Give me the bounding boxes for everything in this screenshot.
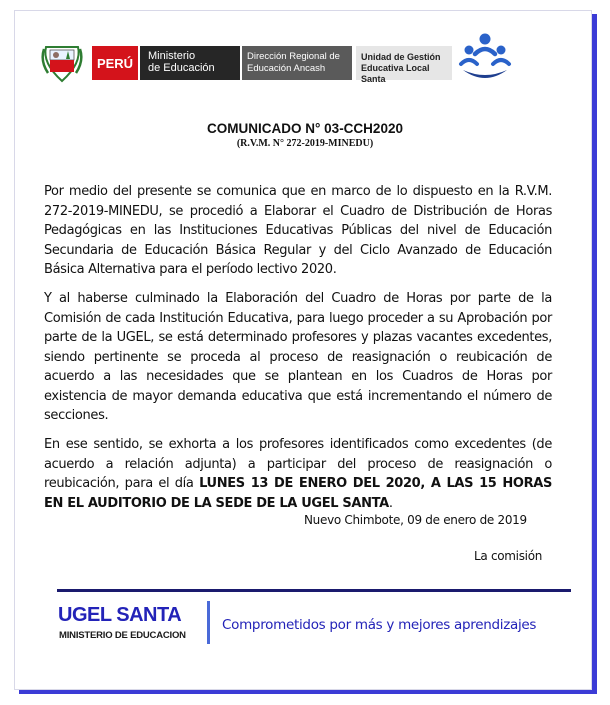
ugel-logo-line2: Educativa Local Santa: [361, 63, 430, 84]
ugel-logo-line1: Unidad de Gestión: [361, 52, 441, 62]
ugel-logo-box: [356, 46, 452, 84]
regional-logo-line2: Educación Ancash: [247, 63, 326, 74]
paragraph-3: [44, 435, 552, 513]
notice-title: COMUNICADO N° 03-CCH2020: [207, 121, 403, 136]
ministry-logo-line2: de Educación: [148, 62, 215, 74]
notice-body: [44, 182, 552, 523]
footer-divider: [57, 589, 571, 592]
regional-logo-line1: Dirección Regional de: [247, 51, 340, 62]
regional-directorate-logo: [242, 46, 352, 80]
notice-subtitle: (R.V.M. N° 272-2019-MINEDU): [236, 138, 374, 149]
paragraph-3-end: .: [388, 495, 393, 511]
header-logos: [40, 38, 510, 90]
footer-organization-subtitle: MINISTERIO DE EDUCACION: [59, 630, 186, 641]
paragraph-3-start: En ese sentido, se exhorta a los profesores identificados como excedentes (de acuerdo a relación adjunta) a participar del proceso de reasignación o reubicación, para el día: [44, 437, 552, 491]
peru-logo-label: PERÚ: [92, 46, 138, 80]
paragraph-3-highlight: LUNES 13 DE ENERO DEL 2020, A LAS 15 HORAS EN EL AUDITORIO DE LA SEDE DE LA UGEL SANTA: [44, 476, 552, 511]
paragraph-1: Por medio del presente se comunica que en marco de lo dispuesto en la R.V.M. 272-2019-MINEDU, se procedió a Elaborar el Cuadro de Distribución de Horas Pedagógicas en las Instituciones Educativas Públicas del nivel de Educación Secundaria de Educación Básica Regular y del Ciclo Avanzado de Educación Básica Alternativa para el período lectivo 2020.: [44, 184, 552, 277]
peru-coat-of-arms-icon: [40, 41, 84, 85]
signature: La comisión: [474, 549, 543, 563]
footer-separator: [207, 601, 210, 644]
notice-date: Nuevo Chimbote, 09 de enero de 2019: [304, 513, 527, 527]
ministry-logo-line1: Ministerio: [148, 50, 196, 62]
ministry-logo: [140, 46, 240, 80]
paragraph-2: Y al haberse culminado la Elaboración del Cuadro de Horas por parte de la Comisión de cada Institución Educativa, para luego proceder a su Aprobación por parte de la UGEL, se está determinado profesores y plazas vacantes excedentes, siendo pertinente se proceda al proceso de reasignación o reubicación de acuerdo a las necesidades que se plantean en los Cuadros de Horas por existencia de mayor demanda educativa que está incrementando el número de secciones.: [44, 291, 552, 423]
ugel-people-logo-icon: [457, 32, 513, 82]
footer-organization-name: UGEL SANTA: [58, 604, 182, 626]
footer-motto: Comprometidos por más y mejores aprendizajes: [222, 617, 537, 633]
